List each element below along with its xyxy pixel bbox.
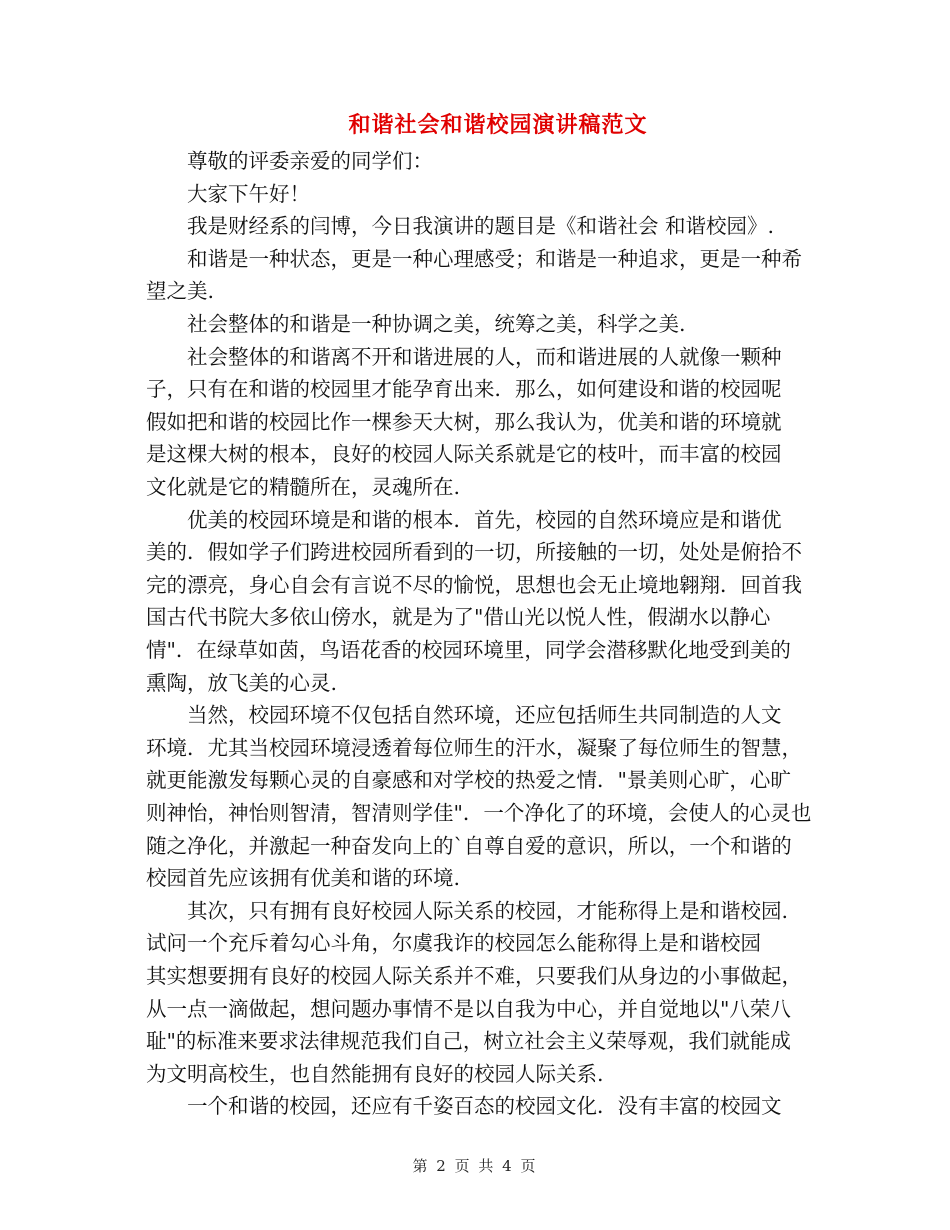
paragraph-line: 望之美. bbox=[146, 279, 215, 304]
paragraph-line: 则神怡，神怡则智清，智清则学佳"．一个净化了的环境，会使人的心灵也 bbox=[146, 801, 812, 825]
paragraph-line: 我是财经系的闫博，今日我演讲的题目是《和谐社会 和谐校园》. bbox=[187, 214, 775, 239]
paragraph-line: 其次，只有拥有良好校园人际关系的校园，才能称得上是和谐校园. bbox=[187, 898, 789, 923]
paragraph-line: 大家下午好！ bbox=[187, 181, 310, 206]
paragraph-line: 完的漂亮，身心自会有言说不尽的愉悦，思想也会无止境地翱翔．回首我 bbox=[146, 572, 802, 597]
paragraph-line: 社会整体的和谐是一种协调之美，统筹之美，科学之美. bbox=[187, 312, 686, 336]
paragraph-line: 其实想要拥有良好的校园人际关系并不难，只要我们从身边的小事做起， bbox=[146, 964, 802, 988]
paragraph-line: 环境．尤其当校园环境浸透着每位师生的汗水，凝聚了每位师生的智慧， bbox=[146, 735, 802, 760]
paragraph-line: 假如把和谐的校园比作一棵参天大树，那么我认为，优美和谐的环境就 bbox=[146, 409, 782, 434]
paragraph-line: 试问一个充斥着勾心斗角，尔虞我诈的校园怎么能称得上是和谐校园 bbox=[146, 931, 761, 956]
page-footer: 第 2 页 共 4 页 bbox=[412, 1157, 538, 1175]
paragraph-line: 尊敬的评委亲爱的同学们： bbox=[187, 149, 433, 173]
paragraph-line: 为文明高校生，也自然能拥有良好的校园人际关系. bbox=[146, 1061, 604, 1086]
paragraph-line: 一个和谐的校园，还应有千姿百态的校园文化．没有丰富的校园文 bbox=[187, 1094, 782, 1119]
paragraph-line: 国古代书院大多依山傍水，就是为了"借山光以悦人性，假湖水以静心 bbox=[146, 605, 771, 630]
document-title: 和谐社会和谐校园演讲稿范文 bbox=[348, 112, 648, 138]
paragraph-line: 情"．在绿草如茵，鸟语花香的校园环境里，同学会潜移默化地受到美的 bbox=[146, 638, 791, 662]
paragraph-line: 美的．假如学子们跨进校园所看到的一切，所接触的一切，处处是俯拾不 bbox=[146, 540, 802, 565]
paragraph-line: 子，只有在和谐的校园里才能孕育出来．那么，如何建设和谐的校园呢 bbox=[146, 377, 782, 402]
paragraph-line: 就更能激发每颗心灵的自豪感和对学校的热爱之情．"景美则心旷，心旷 bbox=[146, 768, 791, 793]
paragraph-line: 校园首先应该拥有优美和谐的环境. bbox=[146, 866, 461, 891]
paragraph-line: 耻"的标准来要求法律规范我们自己，树立社会主义荣辱观，我们就能成 bbox=[146, 1029, 791, 1054]
paragraph-line: 是这棵大树的根本，良好的校园人际关系就是它的枝叶，而丰富的校园 bbox=[146, 442, 782, 467]
paragraph-line: 熏陶，放飞美的心灵. bbox=[146, 670, 338, 695]
paragraph-line: 随之净化，并激起一种奋发向上的`自尊自爱的意识，所以，一个和谐的 bbox=[146, 833, 792, 858]
paragraph-line: 从一点一滴做起，想问题办事情不是以自我为中心，并自觉地以"八荣八 bbox=[146, 996, 791, 1021]
paragraph-line: 文化就是它的精髓所在，灵魂所在. bbox=[146, 475, 461, 499]
paragraph-line: 当然，校园环境不仅包括自然环境，还应包括师生共同制造的人文 bbox=[187, 703, 782, 728]
paragraph-line: 社会整体的和谐离不开和谐进展的人，而和谐进展的人就像一颗种 bbox=[187, 344, 782, 369]
paragraph-line: 优美的校园环境是和谐的根本．首先，校园的自然环境应是和谐优 bbox=[187, 507, 782, 532]
paragraph-line: 和谐是一种状态，更是一种心理感受；和谐是一种追求，更是一种希 bbox=[187, 246, 802, 271]
